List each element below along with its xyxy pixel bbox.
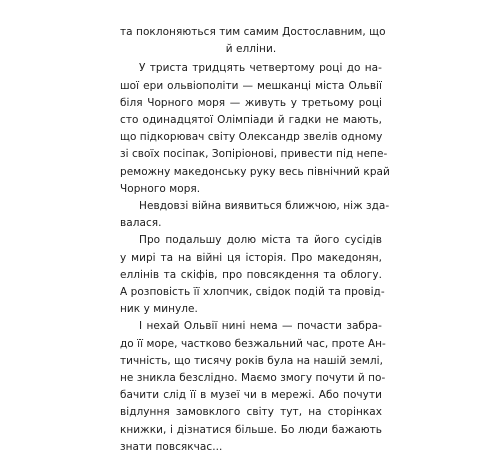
text-line: У триста тридцять четвертому році до на-: [139, 62, 382, 75]
text-line: Чорного моря.: [120, 182, 201, 195]
text-line: у мирі та на війні ця історія. Про македонян,: [120, 251, 382, 264]
text-line: біля Чорного моря — живуть у третьому році: [120, 96, 382, 109]
text-line: до її море, частково безжальний час, проте Ан-: [120, 337, 386, 350]
text-line: що підкорювач світу Олександр звелів одному: [120, 131, 383, 144]
text-line: ник у минуле.: [120, 303, 198, 316]
page-text: [120, 24, 390, 456]
text-line: не зникла безслідно. Маємо змогу почути й по-: [120, 372, 386, 385]
text-line: бачити слід її в музеї чи в мережі. Або почути: [120, 389, 382, 402]
text-line: зі своїх посіпак, Зопіріонові, привести під непе-: [120, 148, 388, 161]
text-line: тичність, що тисячу років була на нашій землі,: [120, 354, 384, 367]
paragraph: [120, 232, 385, 318]
text-line: й елліни.: [225, 43, 277, 56]
text-line: Про подальшу долю міста та його сусідів: [139, 234, 382, 247]
text-line: еллінів та скіфів, про повсякдення та облогу.: [120, 268, 382, 281]
text-line: І нехай Ольвії нині нема — почасти забра-: [139, 320, 382, 333]
text-line: та поклоняються тим самим Достославним, що: [120, 26, 386, 38]
text-line: сто одинадцятої Олімпіади й гадки не мають,: [120, 114, 382, 127]
paragraph: [120, 198, 390, 232]
text-line: відлуння замовклого світу тут, на сторінках: [120, 406, 382, 419]
paragraph: [120, 60, 390, 198]
text-line: Невдовзі війна виявиться ближчою, ніж зда-: [139, 200, 390, 213]
paragraph: [120, 24, 386, 58]
text-line: реможну македонську руку весь північний край: [120, 165, 390, 178]
paragraph: [120, 318, 386, 456]
text-line: валася.: [120, 217, 162, 230]
text-line: А розповість її хлопчик, свідок подій та провід-: [120, 286, 385, 299]
text-line: шої ери ольвіополіти — мешканці міста Ольвії: [120, 79, 382, 92]
text-line: книжки, і дізнатися більше. Бо люди бажають: [120, 423, 382, 436]
text-line: знати повсякчас...: [120, 440, 223, 453]
